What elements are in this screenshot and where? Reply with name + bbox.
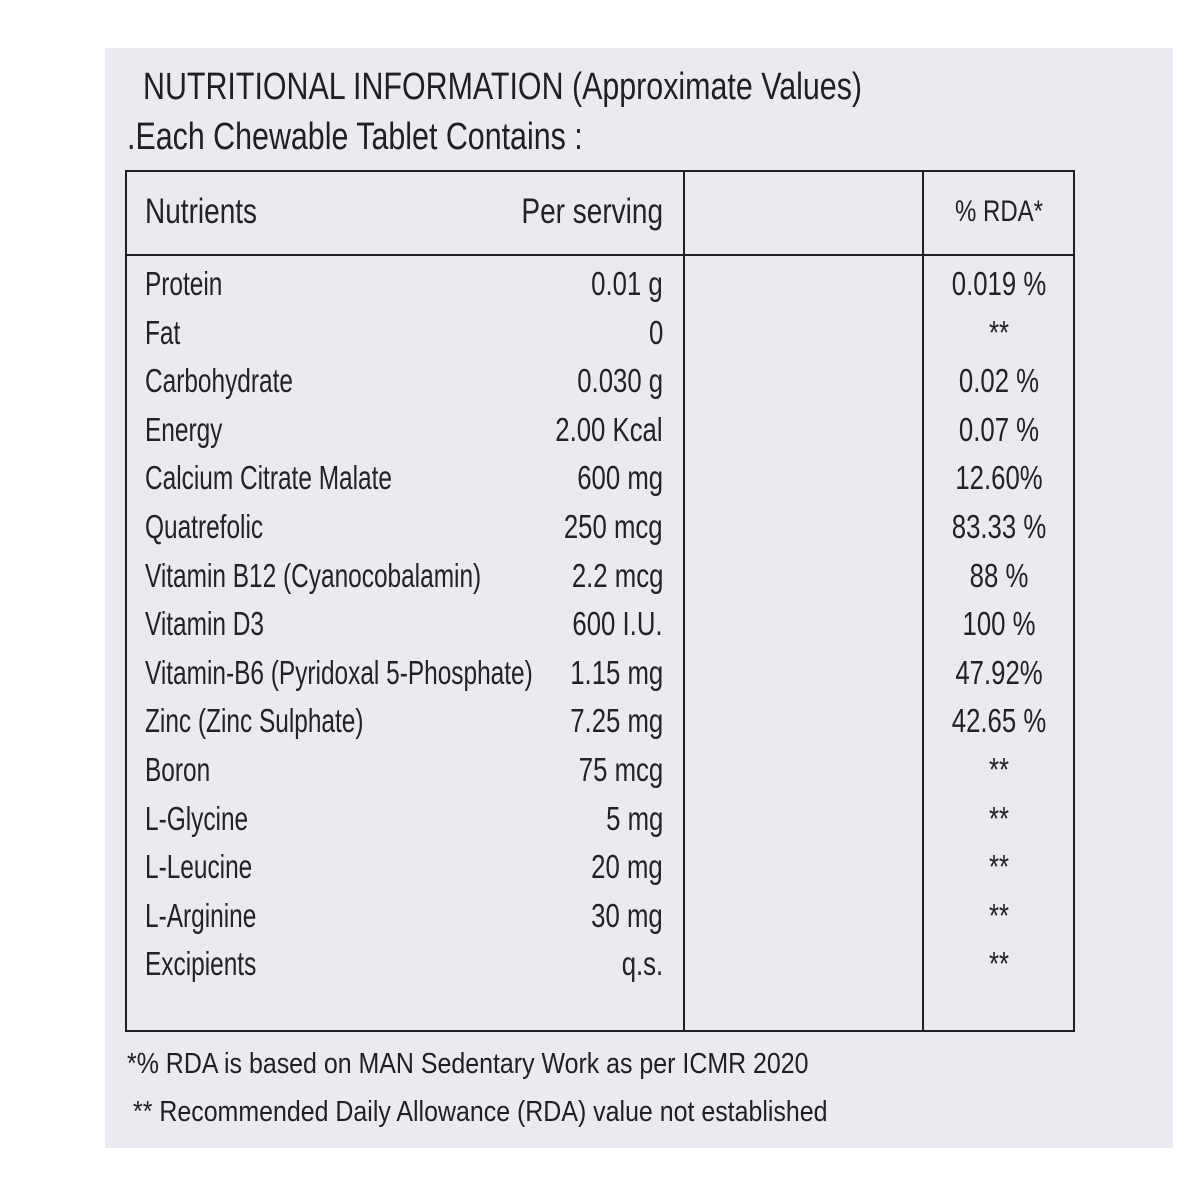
nutrient-amount: 0.01 g	[591, 265, 663, 302]
nutrient-amount: 600 I.U.	[572, 605, 663, 643]
nutrient-name: L-Leucine	[145, 848, 253, 886]
nutrient-name: Vitamin D3	[145, 605, 264, 643]
nutrient-name: L-Glycine	[145, 799, 249, 837]
header-per-serving: Per serving	[521, 192, 663, 231]
nutrient-rda: **	[988, 848, 1010, 886]
nutrient-name: Calcium Citrate Malate	[145, 459, 392, 497]
nutrient-rda: 0.019 %	[951, 265, 1047, 302]
footnote-rda-basis: *% RDA is based on MAN Sedentary Work as per ICMR 2020	[127, 1048, 809, 1080]
nutrient-rda: **	[988, 750, 1010, 788]
nutrient-name: Zinc (Zinc Sulphate)	[145, 702, 364, 740]
nutrient-name: Excipients	[145, 945, 257, 983]
nutrient-rda: **	[988, 896, 1010, 934]
table-row	[127, 604, 1073, 653]
label-subtitle: .Each Chewable Tablet Contains :	[127, 116, 583, 158]
nutrient-rda: 0.07 %	[958, 410, 1040, 448]
table-row	[127, 653, 1073, 702]
nutrient-rda: 47.92%	[955, 653, 1043, 691]
table-row	[127, 847, 1073, 896]
table-body	[127, 264, 1073, 993]
nutrient-rda: **	[988, 313, 1010, 351]
nutrient-amount: q.s.	[621, 945, 663, 983]
table-row	[127, 361, 1073, 410]
nutrient-name: Carbohydrate	[145, 362, 293, 400]
nutrient-amount: 7.25 mg	[569, 702, 663, 740]
nutrient-amount: 20 mg	[591, 848, 663, 886]
nutrient-amount: 2.00 Kcal	[555, 410, 663, 448]
nutrient-amount: 75 mcg	[578, 750, 663, 788]
nutrient-rda: 0.02 %	[958, 362, 1040, 400]
nutrient-rda: 12.60%	[955, 459, 1043, 497]
nutrient-name: Quatrefolic	[145, 507, 264, 545]
table-row	[127, 556, 1073, 605]
nutrient-amount: 600 mg	[577, 459, 663, 497]
nutrient-rda: 42.65 %	[951, 702, 1047, 740]
table-row	[127, 944, 1073, 993]
nutrient-name: Fat	[145, 313, 181, 351]
nutrient-rda: **	[988, 945, 1010, 983]
table-row	[127, 264, 1073, 313]
table-row	[127, 799, 1073, 848]
footnote-rda-not-established: ** Recommended Daily Allowance (RDA) value not established	[133, 1096, 828, 1128]
nutrition-label	[105, 48, 1173, 1148]
nutrient-rda: 100 %	[962, 605, 1036, 643]
nutrient-amount: 5 mg	[605, 799, 663, 837]
header-nutrients: Nutrients	[145, 192, 258, 231]
nutrient-amount: 0.030 g	[577, 362, 663, 400]
nutrition-table	[125, 170, 1075, 1032]
nutrient-rda: **	[988, 799, 1010, 837]
nutrient-rda: 83.33 %	[951, 507, 1047, 545]
nutrient-name: Vitamin B12 (Cyanocobalamin)	[145, 556, 482, 594]
table-row	[127, 507, 1073, 556]
nutrient-amount: 250 mcg	[564, 507, 663, 545]
table-row	[127, 701, 1073, 750]
header-rda: % RDA*	[954, 195, 1044, 228]
nutrient-rda: 88 %	[969, 556, 1029, 594]
header-divider	[127, 254, 1073, 256]
table-row	[127, 458, 1073, 507]
nutrient-amount: 30 mg	[591, 896, 663, 934]
nutrient-amount: 2.2 mcg	[571, 556, 663, 594]
nutrient-amount: 1.15 mg	[569, 653, 663, 691]
table-row	[127, 410, 1073, 459]
table-row	[127, 313, 1073, 362]
nutrient-name: L-Arginine	[145, 896, 257, 934]
nutrient-amount: 0	[648, 313, 663, 351]
table-row	[127, 896, 1073, 945]
nutrient-name: Vitamin-B6 (Pyridoxal 5-Phosphate)	[145, 653, 533, 691]
nutrient-name: Energy	[145, 410, 223, 448]
label-title: NUTRITIONAL INFORMATION (Approximate Values)	[143, 66, 863, 108]
table-row	[127, 750, 1073, 799]
nutrient-name: Boron	[145, 750, 211, 788]
nutrient-name: Protein	[145, 265, 223, 302]
